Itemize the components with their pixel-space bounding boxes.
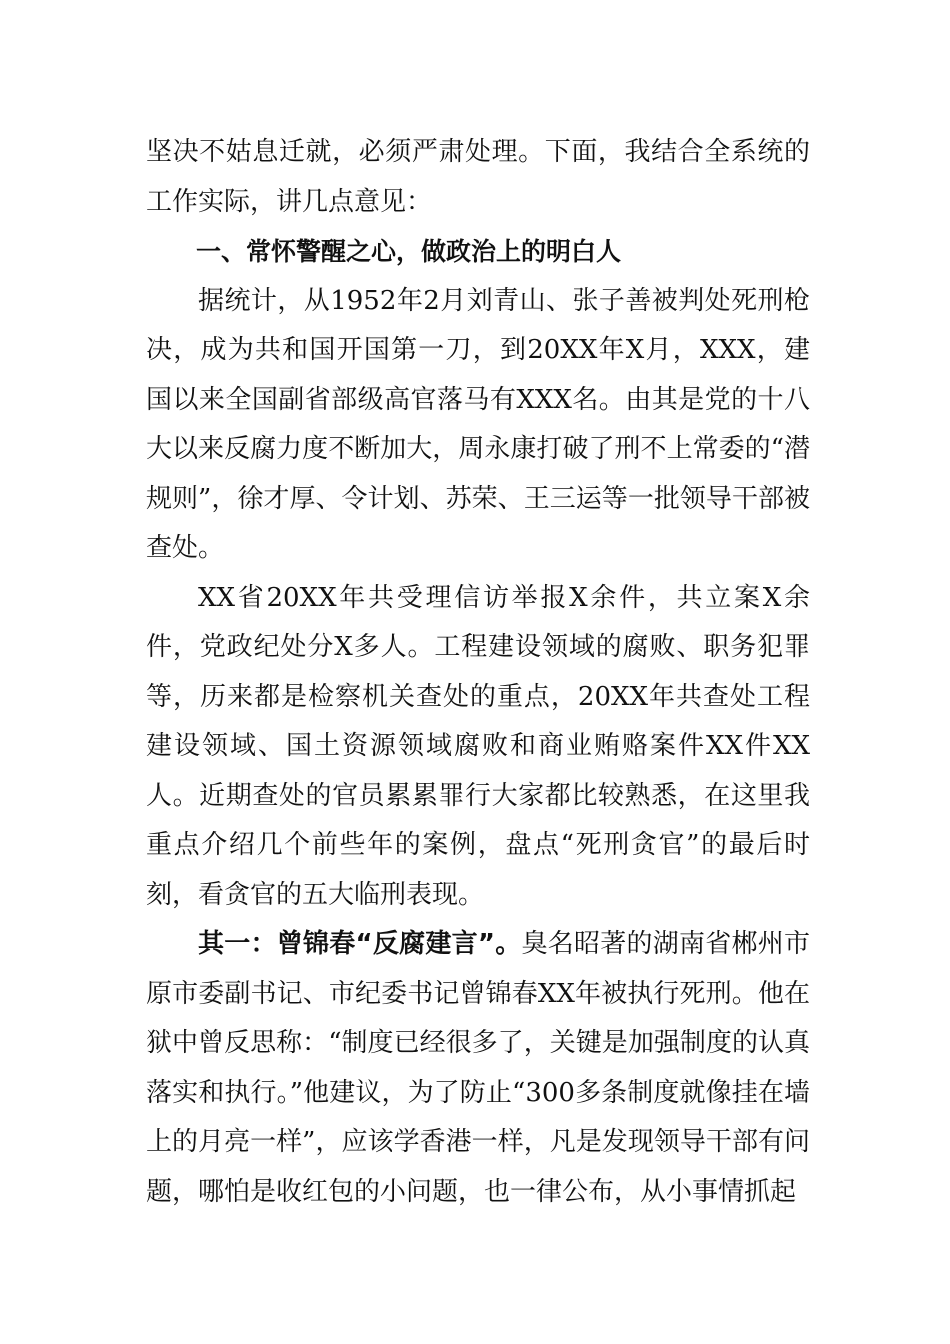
paragraph-statistics: 据统计，从1952年2月刘青山、张子善被判处死刑枪决，成为共和国开国第一刀，到20XX年X月，XXX，建国以来全国副省部级高官落马有XXX名。由其是党的十八大以来反腐力度不断加大，周永康打破了刑不上常委的“潜规则”，徐才厚、令计划、苏荣、王三运等一批领导干部被查处。 <box>146 285 810 563</box>
paragraph-province: XX省20XX年共受理信访举报X余件，共立案X余件，党政纪处分X多人。工程建设领域的腐败、职务犯罪等，历来都是检察机关查处的重点，20XX年共查处工程建设领域、国土资源领域腐败和商业贿赂案件XX件XX人。近期查处的官员累累罪行大家都比较熟悉，在这里我重点介绍几个前些年的案例，盘点“死刑贪官”的最后时刻，看贪官的五大临刑表现。 <box>146 582 810 910</box>
case-1-body: 臭名昭著的湖南省郴州市原市委副书记、市纪委书记曾锦春XX年被执行死刑。他在狱中曾反思称：“制度已经很多了，关键是加强制度的认真落实和执行。”他建议，为了防止“300多条制度就像挂在墙上的月亮一样”，应该学香港一样，凡是发现领导干部有问题，哪怕是收红包的小问题，也一律公布，从小事情抓起 <box>146 929 810 1207</box>
case-1-lead: 其一：曾锦春“反腐建言”。 <box>198 929 522 959</box>
section-heading: 一、常怀警醒之心，做政治上的明白人 <box>196 237 622 266</box>
paragraph-continued: 坚决不姑息迁就，必须严肃处理。下面，我结合全系统的工作实际，讲几点意见： <box>146 137 810 217</box>
document-body <box>146 128 810 1217</box>
paragraph-case-1 <box>146 920 810 1217</box>
